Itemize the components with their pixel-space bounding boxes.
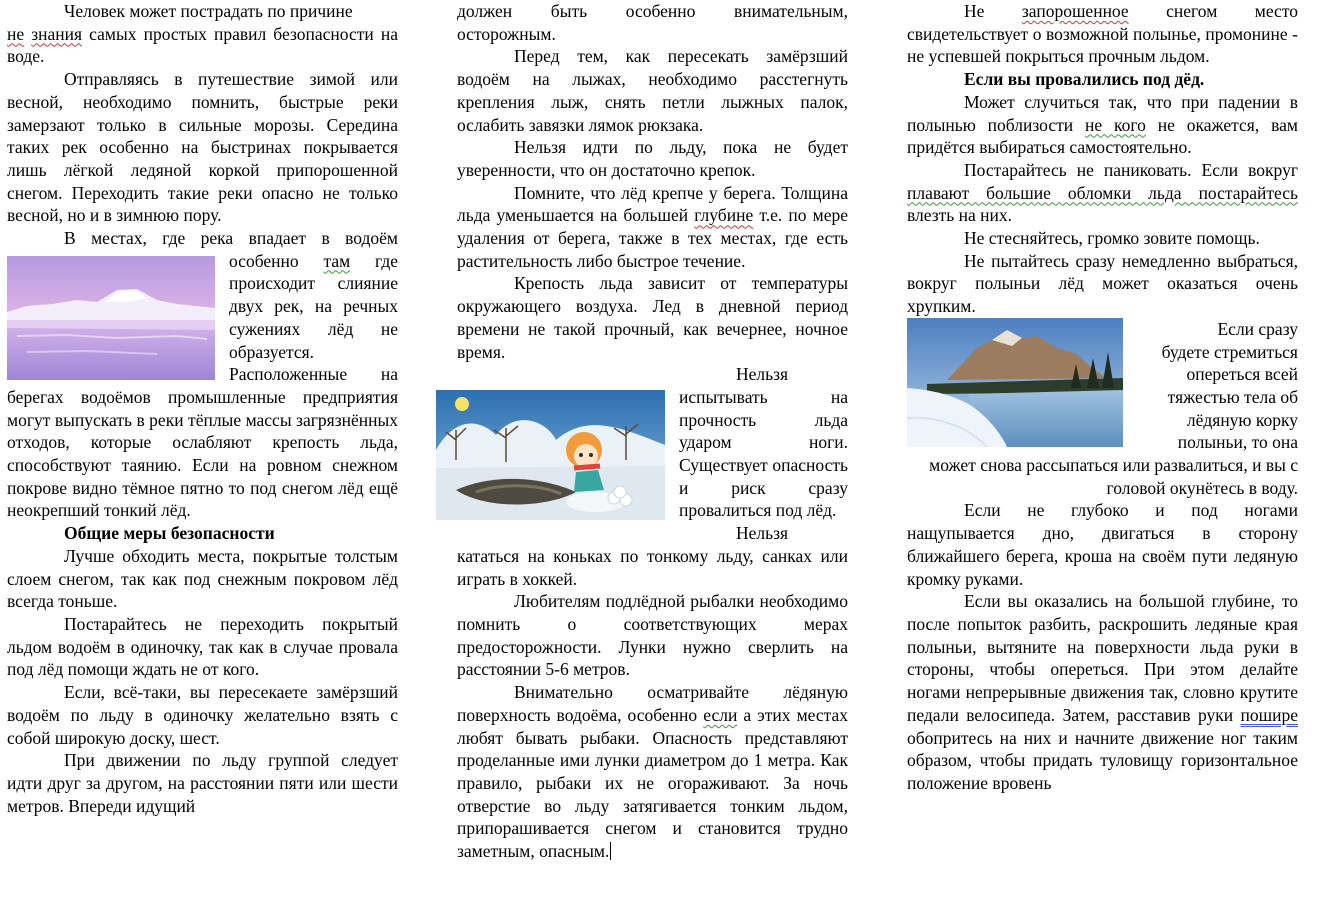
- paragraph: Лучше обходить места, покрытые толстым слоем снегом, так как под снежным покровом лёд всегда тоньше.: [7, 545, 398, 612]
- paragraph: Отправляясь в путешествие зимой или весной, необходимо помнить, быстрые реки замерзают только в сильные морозы. Середина таких рек особенно на быстринах покрывается лишь лёгкой ледяной коркой припорошенной снегом. Переходить такие реки опасно не только весной, но и в зимнюю пору.: [7, 69, 398, 226]
- paragraph: Помните, что лёд крепче у берега. Толщина льда уменьшается на большей глубине т.е. по мере удаления от берега, также в тех местах, где есть растительность либо быстрое течение.: [457, 182, 848, 271]
- paragraph: Не стесняйтесь, громко зовите помощь.: [964, 228, 1260, 249]
- paragraph: Человек может пострадать по причине не знания самых простых правил безопасности на воде.: [7, 1, 398, 67]
- paragraph: Любителям подлёдной рыбалки необходимо помнить о соответствующих мерах предосторожности. Лунки нужно сверлить на расстоянии 5-6 метров.: [457, 591, 848, 680]
- flagged-word: пошире: [1240, 704, 1298, 725]
- column-1: [7, 0, 398, 817]
- grammar-flagged-word: там: [323, 250, 351, 271]
- paragraph: Перед тем, как пересекать замёрзший водоём на лыжах, необходимо расстегнуть крепления лыж, снять петли лыжных палок, ослабить завязки лямок рюкзака.: [457, 46, 848, 135]
- paragraph: Если не глубоко и под ногами нащупывается дно, двигаться в сторону ближайшего берега, кроша на своём пути ледяную кромку руками.: [907, 500, 1298, 589]
- paragraph: Внимательно осматривайте лёдяную поверхность водоёма, особенно если а этих местах любят бывать рыбаки. Опасность представляют проделанные ими лунки диаметром до 1 метра. Как правило, рыбаки их не огораживают. За ночь отверстие во льду затягивается тонким льдом, припорашивается снегом и становится трудно заметным, опасным.: [457, 682, 848, 862]
- grammar-flagged-word: не кого: [1085, 114, 1146, 135]
- frozen-river-mountain-image: [907, 318, 1123, 447]
- paragraph: Нельзя испытывать на прочность льда ударом ноги. Существует опасность и риск сразу провалиться под лёд.: [457, 363, 848, 522]
- grammar-flagged-phrase: плавают большие обломки льда постарайтесь: [907, 182, 1298, 203]
- paragraph: Если сразу будете стремиться опереться всей тяжестью тела об лёдяную корку полыньи, то она может снова рассыпаться или развалиться, и вы с головой окунётесь в воду.: [907, 318, 1298, 500]
- misspelled-word: знания: [31, 23, 83, 44]
- paragraph: Крепость льда зависит от температуры окружающего воздуха. Лед в дневной период времени не такой прочный, как вечернее, ночное время.: [457, 273, 848, 362]
- grammar-flagged-word: если: [703, 704, 738, 725]
- paragraph: Если вы оказались на большой глубине, то после попыток разбить, раскрошить ледяные края полыньи, вытяните на поверхности льда руки в стороны, чтобы опереться. При этом делайте ногами непрерывные движения так, словно крутите педали велосипеда. Затем, расставив руки пошире обопритесь на них и начните движение ног таким образом, чтобы придать туловищу горизонтальное положение вровень: [907, 591, 1298, 793]
- paragraph: Не запорошенное снегом место свидетельствует о возможной полынье, промонине - не успевшей покрыться прочным льдом.: [907, 1, 1298, 67]
- paragraph: Может случиться так, что при падении в полынью поблизости не кого не окажется, вам придётся выбираться самостоятельно.: [907, 91, 1298, 158]
- iceberg-image: [7, 256, 215, 380]
- misspelled-word: глубине: [694, 205, 754, 226]
- misspelled-word: запорошенное: [1021, 1, 1129, 21]
- text-cursor: [610, 842, 611, 860]
- column-2: [457, 0, 848, 863]
- cartoon-child-on-ice-image: [436, 390, 665, 520]
- section-heading: Общие меры безопасности: [64, 523, 275, 544]
- paragraph: В местах, где река впадает в водоём особенно там где происходит слияние двух рек, на речных сужениях лёд не образуется. Расположенные на берегах водоёмов промышленные предприятия могут выпускать в реки тёплые массы загрязнённых отходов, которые ослабляют крепость льда, способствуют таянию. Если на ровном снежном покрове видно тёмное пятно то под снегом лёд ещё неокрепший тонкий лёд.: [7, 228, 398, 521]
- paragraph: Постарайтесь не паниковать. Если вокруг плавают большие обломки льда постарайтесь влезть на них.: [907, 159, 1298, 226]
- paragraph: Нельзя идти по льду, пока не будет уверенности, что он достаточно крепок.: [457, 137, 848, 180]
- column-3: [907, 0, 1298, 795]
- misspelled-word: не: [7, 23, 25, 44]
- paragraph: должен быть особенно внимательным, осторожным.: [457, 1, 848, 44]
- paragraph: При движении по льду группой следует идти друг за другом, на расстоянии пяти или шести метров. Впереди идущий: [7, 750, 398, 816]
- paragraph: Постарайтесь не переходить покрытый льдом водоём в одиночку, так как в случае провала под лёд помощи ждать не от кого.: [7, 613, 398, 680]
- paragraph: Не пытайтесь сразу немедленно выбраться, вокруг полыньи лёд может оказаться очень хрупким.: [907, 250, 1298, 317]
- paragraph: Если, всё-таки, вы пересекаете замёрзший водоём по льду в одиночку желательно взять с собой широкую доску, шест.: [7, 682, 398, 748]
- paragraph: Нельзя кататься на коньках по тонкому льду, санках или играть в хоккей.: [457, 523, 848, 589]
- section-heading: Если вы провалились под дёд.: [964, 69, 1205, 90]
